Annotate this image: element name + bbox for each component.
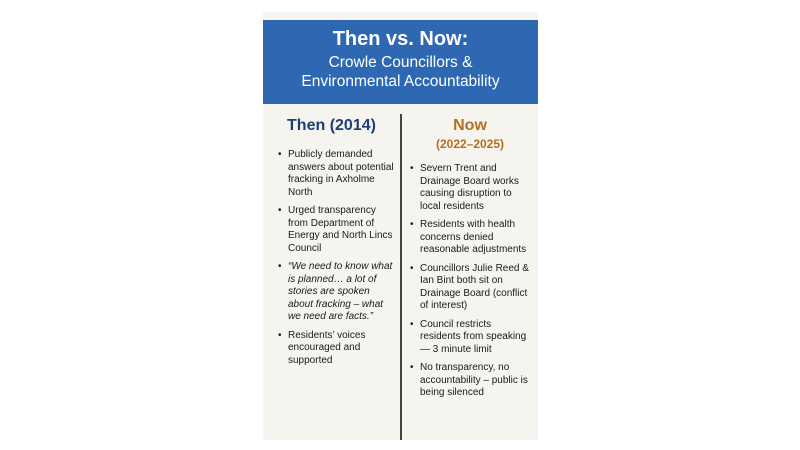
comparison-card	[263, 12, 538, 440]
now-item-text: Severn Trent and Drainage Board works causing disruption to local residents	[420, 163, 519, 212]
then-item-text: Publicly demanded answers about potential fracking in Axholme North	[288, 149, 394, 198]
banner-subtitle-line1: Crowle Councillors &	[328, 54, 473, 71]
banner-title: Then vs. Now:	[332, 28, 469, 50]
then-column	[263, 114, 400, 373]
bullet-icon: •	[410, 219, 414, 230]
now-item-text: No transparency, no accountability – public is being silenced	[420, 362, 528, 398]
bullet-icon: •	[278, 149, 282, 160]
then-item-text: Urged transparency from Department of Energy and North Lincs Council	[288, 205, 393, 254]
then-item-text: Residents’ voices encouraged and supported	[288, 329, 366, 366]
list-item	[410, 263, 534, 313]
now-list	[402, 163, 538, 400]
then-quote-text: “We need to know what is planned… a lot of stories are spoken about fracking – what we need are facts.”	[288, 261, 393, 322]
then-list	[263, 149, 400, 367]
list-item	[278, 261, 396, 324]
now-subheading: (2022–2025)	[435, 137, 505, 151]
now-item-text: Council restricts residents from speaking — 3 minute limit	[420, 318, 527, 355]
now-column	[402, 114, 538, 406]
then-heading: Then (2014)	[287, 117, 376, 134]
list-item	[410, 362, 534, 400]
list-item	[410, 319, 534, 357]
now-heading: Now	[453, 117, 487, 134]
list-item	[410, 219, 534, 257]
list-item	[278, 330, 396, 368]
bullet-icon: •	[410, 163, 414, 174]
now-item-text: Councillors Julie Reed & Ian Bint both sit on Drainage Board (conflict of interest)	[420, 262, 529, 311]
bullet-icon: •	[410, 362, 414, 373]
title-banner	[263, 20, 538, 104]
banner-subtitle-line2: Environmental Accountability	[301, 73, 500, 90]
list-item	[278, 205, 396, 255]
bullet-icon: •	[278, 329, 282, 341]
bullet-icon: •	[410, 262, 414, 274]
bullet-icon: •	[410, 318, 414, 330]
bullet-icon: •	[278, 205, 282, 216]
list-item	[278, 149, 396, 199]
now-item-text: Residents with health concerns denied reasonable adjustments	[420, 219, 527, 255]
bullet-icon: •	[278, 261, 282, 272]
list-item	[410, 163, 534, 213]
